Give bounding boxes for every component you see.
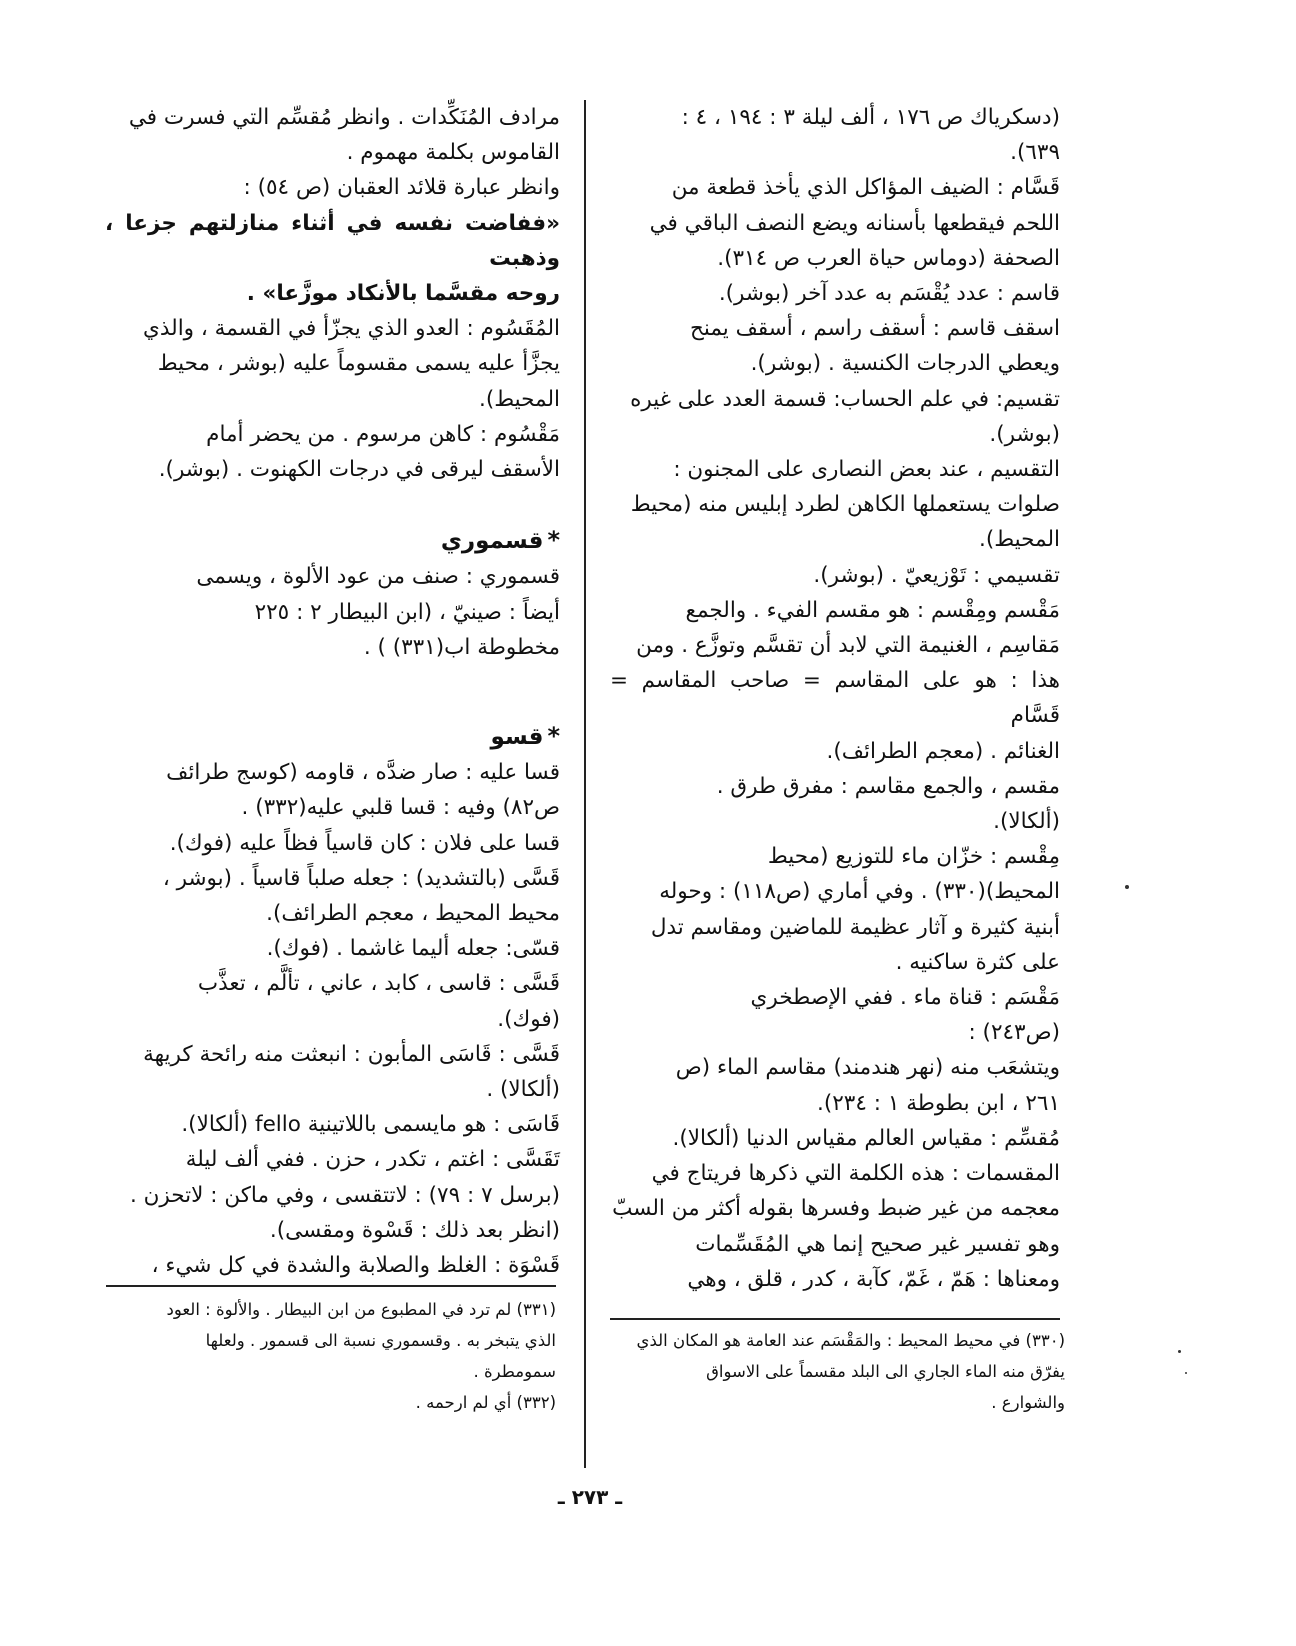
footnote-332: (٣٣٢) أي لم ارحمه . [415,1393,556,1412]
entry-qasa-fello: قَاسَى : هو مايسمى باللاتينية fello (ألكالا). [181,1112,560,1138]
entry-qaswa: قَسْوَة : الغلظ والصلابة والشدة في كل شيء ، [151,1253,560,1279]
footnotes-right [610,1325,1065,1418]
scan-speck [1178,1350,1181,1353]
text-line: المحيط). [979,527,1060,553]
footnotes-left [106,1294,556,1418]
entry-qassa-3: قَسَّى : قاسى ، كابد ، عاني ، تألَّم ، تعذَّب [197,971,560,997]
section-heading-qasmuri: *قسموري [440,526,560,555]
footnote-330: (٣٣٠) في محيط المحيط : والمَقْسَم عند العامة هو المكان الذي [636,1331,1065,1350]
text-line: المحيط)(٣٣٠) . وفي أماري (ص١١٨) : وحوله [659,879,1060,905]
text-line: ٢٦١ ، ابن بطوطة ١ : ٢٣٤). [817,1090,1060,1116]
footnote-rule [106,1285,556,1287]
text-line: أيضاً : صينيّ ، (ابن البيطار ٢ : ٢٢٥ [254,599,560,625]
entry-qasim: قاسم : عدد يُقْسَم به عدد آخر (بوشر). [718,281,1060,307]
star-icon: * [547,722,560,751]
text-line: ص٨٢) وفيه : قسا قلبي عليه(٣٣٢) . [241,795,560,821]
quote-line: روحه مقسَّما بالأنكاد موزَّعا» . [246,281,560,307]
entry-al-maqsum: المُقَسُوم : العدو الذي يجزّأ في القسمة ، والذي [143,316,560,342]
footnote-line: يفرّق منه الماء الجاري الى البلد مقسماً على الاسواق [706,1362,1065,1381]
text-line: (برسل ٧ : ٧٩) : لاتتقسى ، وفي ماكن : لاتحزن . [129,1182,560,1208]
entry-qassam: قَسَّام : الضيف المؤاكل الذي يأخذ قطعة من [671,175,1060,201]
entry-qasa-alayhi: قسا عليه : صار ضدَّه ، قاومه (كوسج طرائف [166,760,560,786]
text-line: مَقاسِم ، الغنيمة التي لابد أن تقسَّم وتوزَّع . ومن [636,633,1060,659]
section-heading-qasw: *قسو [490,722,560,751]
entry-al-taqsim: التقسيم ، عند بعض النصارى على المجنون : [673,457,1060,483]
entry-maqsam-canal: مَقْسَم : قناة ماء . ففي الإصطخري [750,985,1060,1011]
text-line: (ألكالا). [993,809,1060,835]
page-number: ـ ٢٧٣ ـ [557,1485,623,1509]
entry-taqsimi: تقسيمي : تَوْزيعيّ . (بوشر). [813,562,1060,588]
column-divider [584,100,586,1468]
text-line: (ص٢٤٣) : [968,1020,1060,1046]
entry-qasmuri: قسموري : صنف من عود الألوة ، ويسمى [196,564,560,590]
text-line: مخطوطة اب(٣٣١) ) . [363,634,560,660]
text-line: ويتشعَب منه (نهر هندمند) مقاسم الماء (ص [675,1055,1060,1081]
entry-muqassim: مُقسِّم : مقياس العالم مقياس الدنيا (ألكالا). [672,1125,1060,1151]
text-line: معجمه من غير ضبط وفسرها بقوله أكثر من السبّ [612,1196,1060,1222]
footnote-line: سمومطرة . [473,1362,556,1381]
entry-al-muqassimat: المقسمات : هذه الكلمة التي ذكرها فريتاج في [651,1161,1060,1187]
entry-miqsam: مِقْسم : خزّان ماء للتوزيع (محيط [767,844,1060,870]
text-line: (ألكالا) . [486,1077,560,1103]
footnote-rule [610,1318,1060,1320]
text-line: المحيط). [479,386,560,412]
footnote-line: والشوارع . [991,1393,1065,1412]
text-line: يجزَّأ عليه يسمى مقسوماً عليه (بوشر ، محيط [157,351,560,377]
text-line: وهو تفسير غير صحيح إنما هي المُقَسِّمات [695,1231,1060,1257]
text-line: الصحفة (دوماس حياة العرب ص ٣١٤). [717,245,1060,271]
text-line: وانظر عبارة قلائد العقبان (ص ٥٤) : [243,175,560,201]
entry-qasa-ala-fulan: قسا على فلان : كان قاسياً فظاً عليه (فوك). [169,830,560,856]
text-line: الغنائم . (معجم الطرائف). [826,738,1060,764]
star-icon: * [547,526,560,555]
text-line: ويعطي الدرجات الكنسية . (بوشر). [750,351,1060,377]
text-line: القاموس بكلمة مهموم . [346,140,560,166]
text-line: مرادف المُنَكِّدات . وانظر مُقسِّم التي فسرت في [128,105,560,130]
quote-line: «ففاضت نفسه في أثناء منازلتهم جزعا ، وذهبت [105,210,560,271]
text-line: (انظر بعد ذلك : قَسْوة ومقسى). [269,1217,560,1243]
text-line: محيط المحيط ، معجم الطرائف). [266,901,560,927]
text-line: اللحم فيقطعها بأسنانه ويضع النصف الباقي في [649,210,1060,236]
text-line: (فوك). [497,1006,560,1032]
text-line: أبنية كثيرة و آثار عظيمة للماضين ومقاسم تدل [650,914,1060,940]
text-line: صلوات يستعملها الكاهن لطرد إبليس منه (محيط [630,492,1060,518]
entry-maqsam: مَقْسم ومِقْسم : هو مقسم الفيء . والجمع [685,597,1060,623]
text-line: (دسكرياك ص ١٧٦ ، ألف ليلة ٣ : ١٩٤ ، ٤ : [681,105,1060,130]
left-column [105,100,560,1283]
entry-usquf-qasim: اسقف قاسم : أسقف راسم ، أسقف يمنح [690,316,1060,342]
text-line: ومعناها : هَمّ ، غَمّ، كآبة ، كدر ، قلق ، وهي [687,1266,1060,1292]
entry-qassa: قَسَّى (بالتشديد) : جعله صلباً قاسياً . (بوشر ، [162,865,560,891]
footnote-331: (٣٣١) لم ترد في المطبوع من ابن البيطار . والألوة : العود [166,1300,556,1319]
text-line: على كثرة ساكنيه . [895,949,1060,975]
text-line: ٦٣٩). [1010,140,1060,166]
scan-speck [1185,1372,1187,1374]
entry-maqsam-plural: مقسم ، والجمع مقاسم : مفرق طرق . [716,773,1060,799]
entry-taqassa: تَقَسَّى : اغتم ، تكدر ، حزن . ففي ألف ليلة [185,1147,560,1173]
right-column [610,100,1060,1297]
footnote-line: الذي يتبخر به . وقسموري نسبة الى قسمور . ولعلها [205,1331,556,1350]
entry-taqsim: تقسيم: في علم الحساب: قسمة العدد على غيره [630,386,1060,412]
entry-qassa-4: قَسَّى : قَاسَى المأبون : انبعثت منه رائحة كريهة [143,1041,560,1067]
text-line: هذا : هو على المقاسم = صاحب المقاسم = قَسَّام [610,668,1060,729]
text-line: (بوشر). [989,421,1060,447]
entry-qassa-2: قسّى: جعله أليما غاشما . (فوك). [266,936,560,962]
scan-speck [1125,885,1129,889]
text-line: الأسقف ليرقى في درجات الكهنوت . (بوشر). [158,457,560,483]
entry-maqsum: مَقْسُوم : كاهن مرسوم . من يحضر أمام [206,421,560,447]
